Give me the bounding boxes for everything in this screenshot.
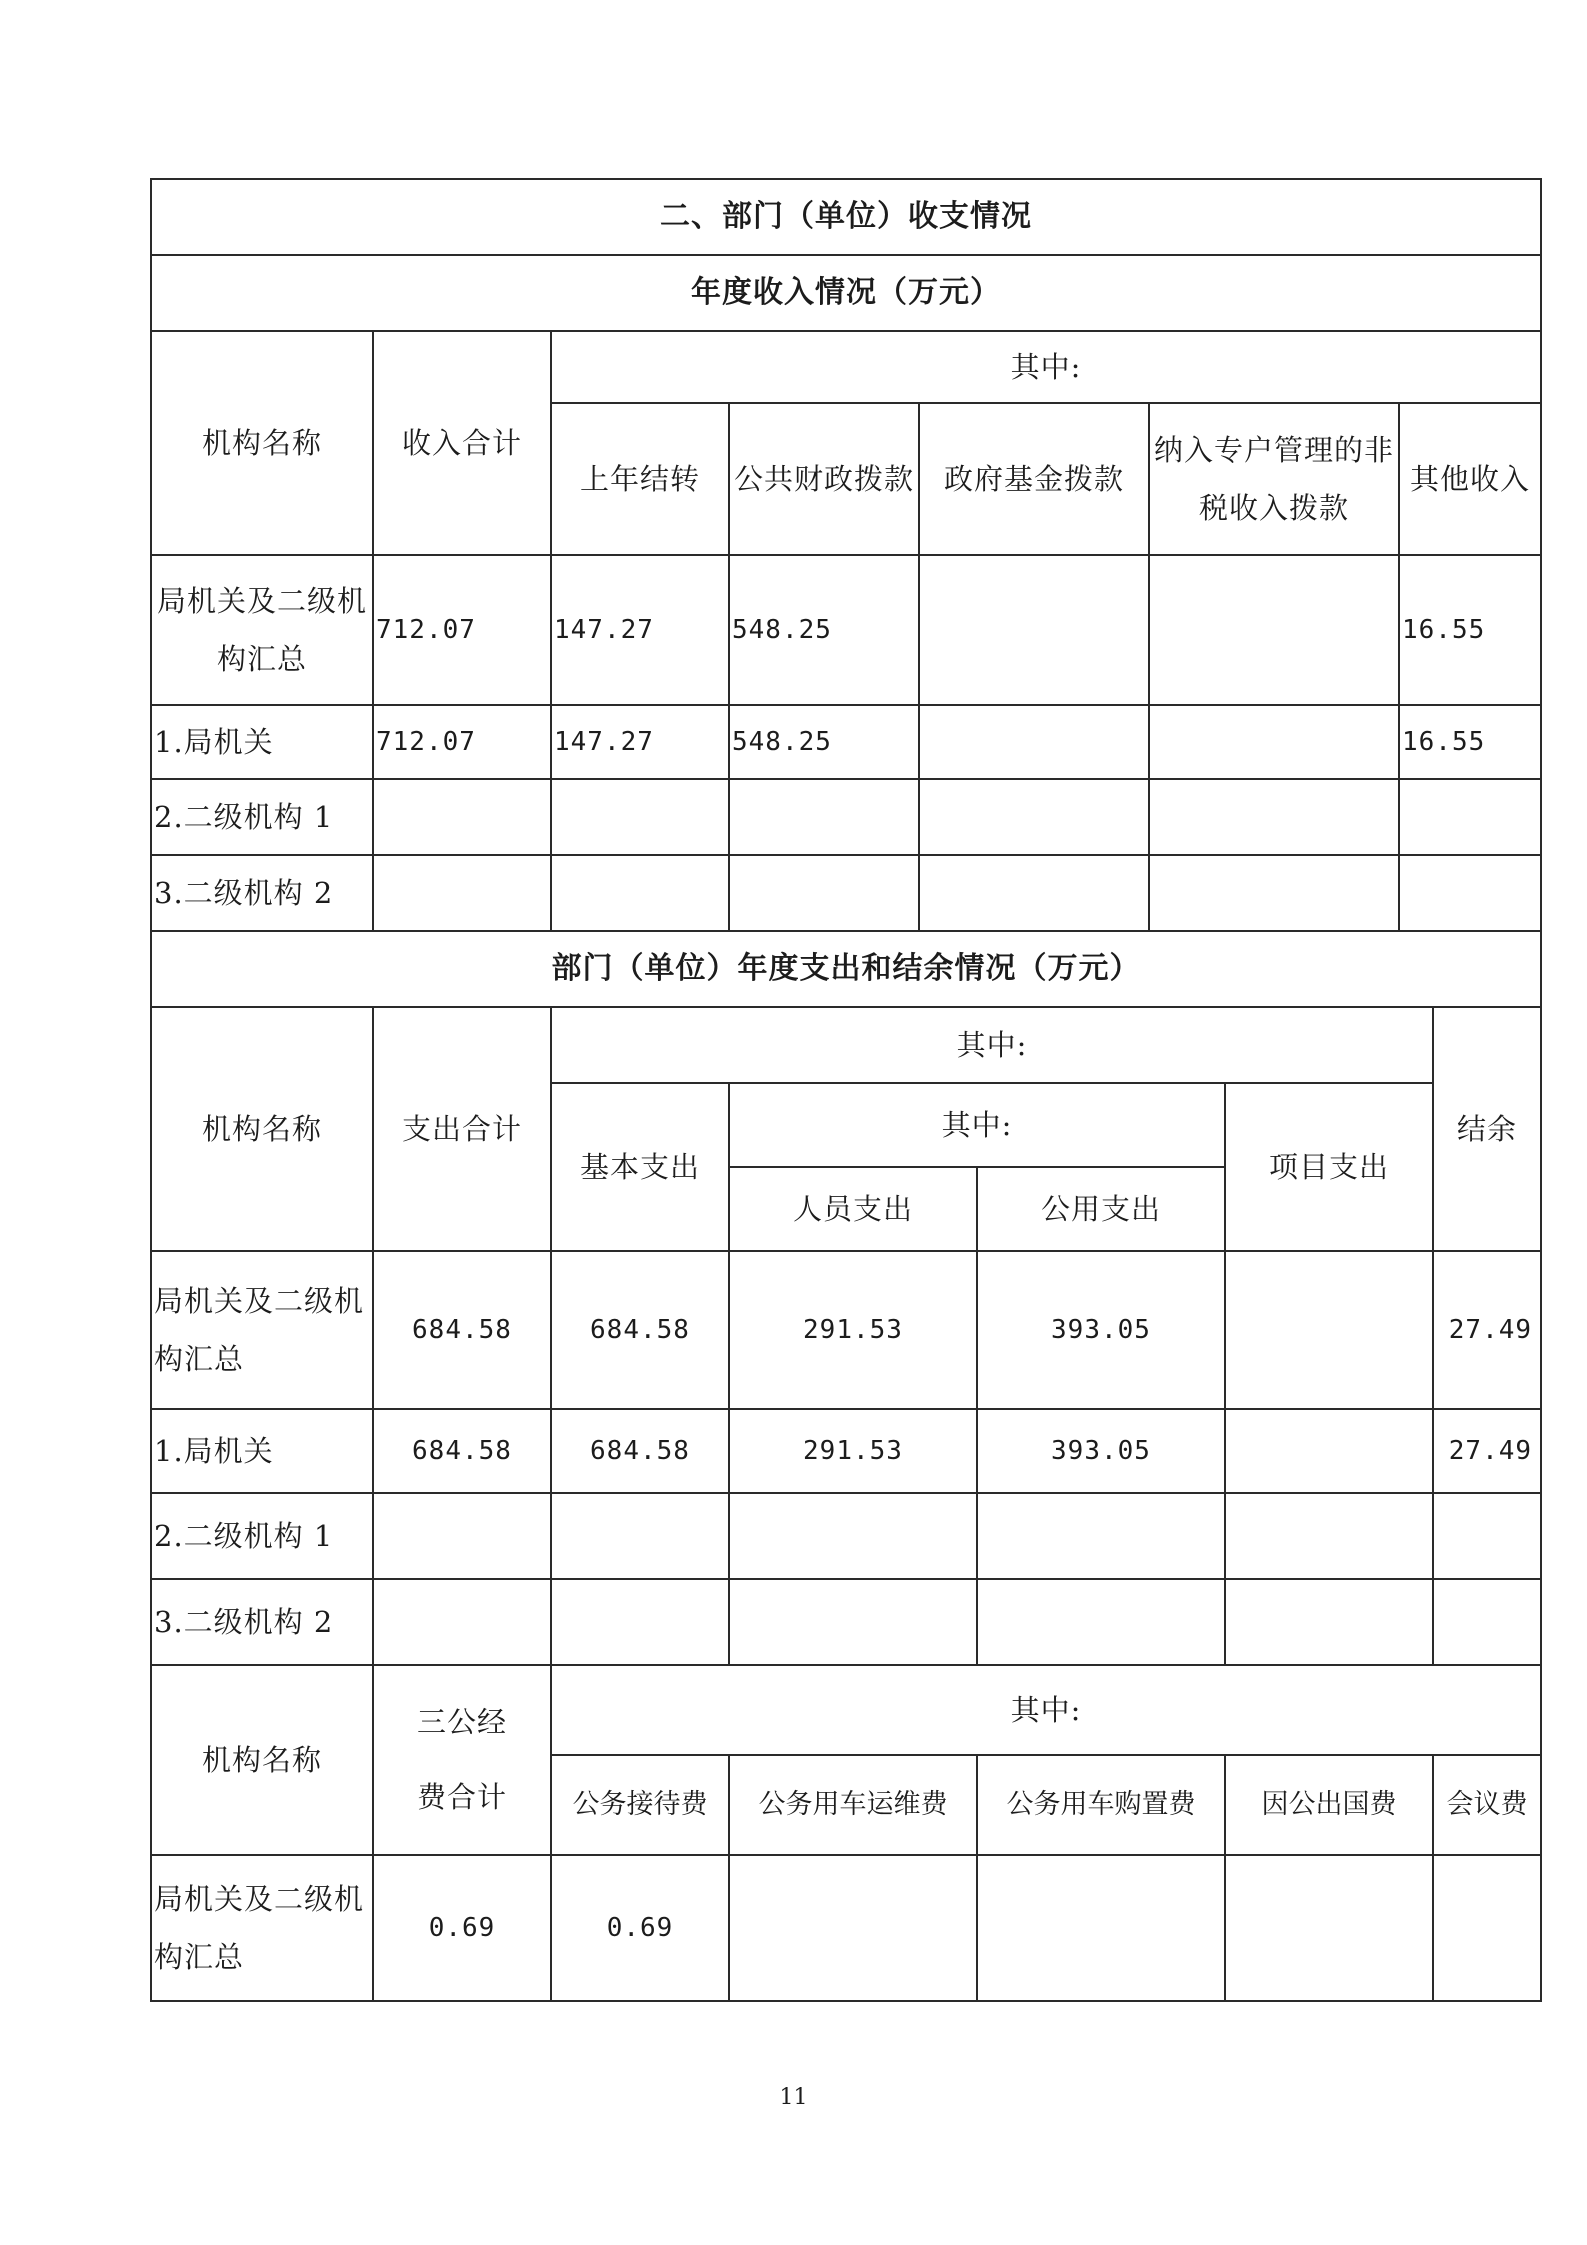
expense-header-among: 其中: (551, 1007, 1433, 1083)
income-table-title: 年度收入情况（万元） (151, 255, 1541, 331)
sangong-row-car-buy (977, 1855, 1225, 2001)
sangong-header-total: 三公经费合计 (373, 1665, 551, 1855)
expense-row-total (373, 1493, 551, 1579)
income-table (150, 178, 1542, 932)
income-row-special (1149, 705, 1399, 779)
income-row-carry: 147.27 (551, 555, 729, 705)
expense-row-balance (1433, 1579, 1541, 1665)
table-row (151, 1493, 1541, 1579)
document-page (150, 180, 1540, 2002)
table-row (151, 1409, 1541, 1493)
income-row-name: 2.二级机构 1 (151, 779, 373, 855)
expense-header-org: 机构名称 (151, 1007, 373, 1251)
expense-row-public (977, 1579, 1225, 1665)
income-row-total: 712.07 (373, 705, 551, 779)
expense-row-project (1225, 1493, 1433, 1579)
expense-row-balance: 27.49 (1433, 1251, 1541, 1409)
sangong-header-reception: 公务接待费 (551, 1755, 729, 1855)
page-number: 11 (779, 2085, 808, 2110)
income-row-carry (551, 779, 729, 855)
expense-row-project (1225, 1579, 1433, 1665)
expense-row-personnel: 291.53 (729, 1251, 977, 1409)
income-header-fund: 政府基金拨款 (919, 403, 1149, 555)
expense-row-public (977, 1493, 1225, 1579)
expense-header-personnel: 人员支出 (729, 1167, 977, 1251)
table-row (151, 779, 1541, 855)
sangong-row-meeting (1433, 1855, 1541, 2001)
income-header-special: 纳入专户管理的非税收入拨款 (1149, 403, 1399, 555)
expense-row-public: 393.05 (977, 1409, 1225, 1493)
expense-row-basic (551, 1579, 729, 1665)
income-row-total: 712.07 (373, 555, 551, 705)
sangong-header-abroad: 因公出国费 (1225, 1755, 1433, 1855)
sangong-header-meeting: 会议费 (1433, 1755, 1541, 1855)
income-row-other: 16.55 (1399, 555, 1541, 705)
income-row-fund (919, 705, 1149, 779)
expense-row-name: 局机关及二级机构汇总 (151, 1251, 373, 1409)
expense-row-personnel (729, 1493, 977, 1579)
sangong-row-car-ops (729, 1855, 977, 2001)
expense-row-balance (1433, 1493, 1541, 1579)
expense-row-name: 2.二级机构 1 (151, 1493, 373, 1579)
table-row (151, 1579, 1541, 1665)
expense-row-total: 684.58 (373, 1409, 551, 1493)
income-row-special (1149, 855, 1399, 931)
table-row (151, 855, 1541, 931)
expense-header-among2: 其中: (729, 1083, 1225, 1167)
expense-row-balance: 27.49 (1433, 1409, 1541, 1493)
income-row-fund (919, 855, 1149, 931)
sangong-row-abroad (1225, 1855, 1433, 2001)
expense-table (150, 930, 1542, 1666)
sangong-header-car-ops: 公务用车运维费 (729, 1755, 977, 1855)
sangong-row-total: 0.69 (373, 1855, 551, 2001)
income-row-name: 1.局机关 (151, 705, 373, 779)
expense-row-basic: 684.58 (551, 1409, 729, 1493)
sangong-header-org: 机构名称 (151, 1665, 373, 1855)
income-row-fund (919, 779, 1149, 855)
income-header-org: 机构名称 (151, 331, 373, 555)
income-row-total (373, 779, 551, 855)
income-row-other (1399, 779, 1541, 855)
income-row-fiscal: 548.25 (729, 555, 919, 705)
expense-header-basic: 基本支出 (551, 1083, 729, 1251)
income-header-total: 收入合计 (373, 331, 551, 555)
section-title: 二、部门（单位）收支情况 (151, 179, 1541, 255)
income-row-name: 3.二级机构 2 (151, 855, 373, 931)
expense-header-project: 项目支出 (1225, 1083, 1433, 1251)
expense-row-name: 1.局机关 (151, 1409, 373, 1493)
income-row-fiscal: 548.25 (729, 705, 919, 779)
income-row-carry (551, 855, 729, 931)
income-row-fund (919, 555, 1149, 705)
expense-header-balance: 结余 (1433, 1007, 1541, 1251)
sangong-header-car-buy: 公务用车购置费 (977, 1755, 1225, 1855)
sangong-row-reception: 0.69 (551, 1855, 729, 2001)
expense-row-project (1225, 1409, 1433, 1493)
sangong-header-among: 其中: (551, 1665, 1541, 1755)
expense-row-public: 393.05 (977, 1251, 1225, 1409)
income-row-fiscal (729, 779, 919, 855)
expense-table-title: 部门（单位）年度支出和结余情况（万元） (151, 931, 1541, 1007)
income-row-name: 局机关及二级机构汇总 (151, 555, 373, 705)
income-row-other: 16.55 (1399, 705, 1541, 779)
expense-header-total: 支出合计 (373, 1007, 551, 1251)
sangong-row-name: 局机关及二级机构汇总 (151, 1855, 373, 2001)
income-header-other: 其他收入 (1399, 403, 1541, 555)
table-row (151, 555, 1541, 705)
income-header-fiscal: 公共财政拨款 (729, 403, 919, 555)
income-row-special (1149, 555, 1399, 705)
expense-row-basic: 684.58 (551, 1251, 729, 1409)
income-row-total (373, 855, 551, 931)
table-row (151, 1251, 1541, 1409)
expense-row-total (373, 1579, 551, 1665)
income-row-carry: 147.27 (551, 705, 729, 779)
table-row (151, 1855, 1541, 2001)
income-row-other (1399, 855, 1541, 931)
expense-row-name: 3.二级机构 2 (151, 1579, 373, 1665)
income-row-special (1149, 779, 1399, 855)
expense-row-basic (551, 1493, 729, 1579)
sangong-table (150, 1664, 1542, 2002)
table-row (151, 705, 1541, 779)
income-header-among: 其中: (551, 331, 1541, 403)
expense-row-project (1225, 1251, 1433, 1409)
income-header-carry: 上年结转 (551, 403, 729, 555)
expense-row-personnel: 291.53 (729, 1409, 977, 1493)
expense-row-personnel (729, 1579, 977, 1665)
expense-row-total: 684.58 (373, 1251, 551, 1409)
expense-header-public: 公用支出 (977, 1167, 1225, 1251)
income-row-fiscal (729, 855, 919, 931)
